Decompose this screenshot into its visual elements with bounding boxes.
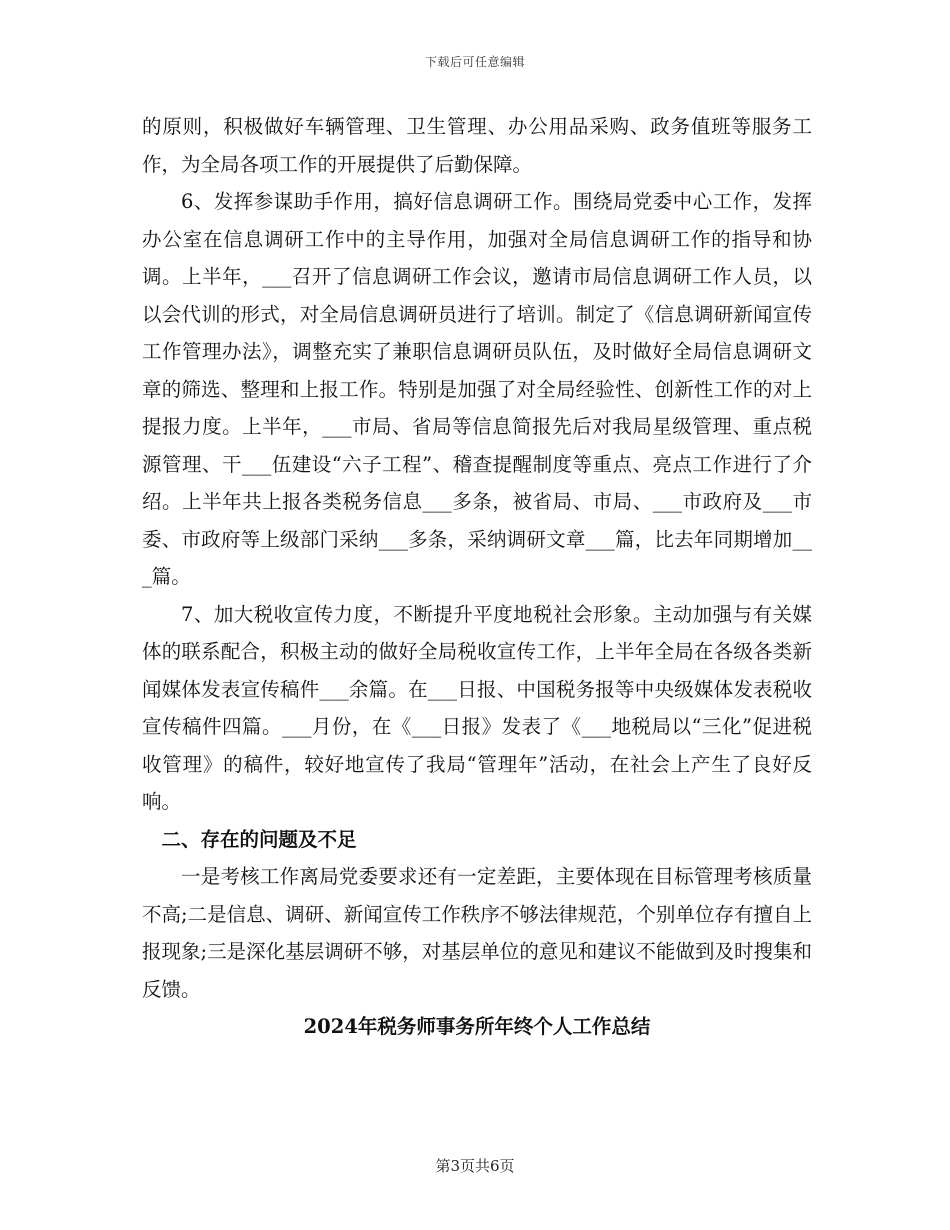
paragraph-item-6: 6、发挥参谋助手作用，搞好信息调研工作。围绕局党委中心工作，发挥办公室在信息调研工作中的主导作用，加强对全局信息调研工作的指导和协调。上半年，___召开了信息调研工作会议，邀请市局信息调研工作人员，以以会代训的形式，对全局信息调研员进行了培训。制定了《信息调研新闻宣传工作管理办法》，调整充实了兼职信息调研员队伍，及时做好全局信息调研文章的筛选、整理和上报工作。特别是加强了对全局经验性、创新性工作的对上提报力度。上半年，___市局、省局等信息简报先后对我局星级管理、重点税源管理、干___伍建设“六子工程”、稽查提醒制度等重点、亮点工作进行了介绍。上半年共上报各类税务信息___多条，被省局、市局、___市政府及___市委、市政府等上级部门采纳___多条，采纳调研文章___篇，比去年同期增加___篇。 bbox=[142, 190, 812, 588]
page-indicator: 第3页共6页 bbox=[435, 1157, 515, 1175]
document-body bbox=[142, 108, 812, 1046]
paragraph-item-7: 7、加大税收宣传力度，不断提升平度地税社会形象。主动加强与有关媒体的联系配合，积极主动的做好全局税收宣传工作，上半年全局在各级各类新闻媒体发表宣传稿件___余篇。在___日报、中国税务报等中央级媒体发表税收宣传稿件四篇。___月份，在《___日报》发表了《___地税局以“三化”促进税收管理》的稿件，较好地宣传了我局“管理年”活动，在社会上产生了良好反响。 bbox=[142, 602, 812, 813]
section-heading: 二、存在的问题及不足 bbox=[161, 827, 357, 851]
next-document-title: 2024年税务师事务所年终个人工作总结 bbox=[303, 1015, 651, 1038]
header-note: 下载后可任意编辑 bbox=[424, 55, 525, 69]
paragraph-continuation: 的原则，积极做好车辆管理、卫生管理、办公用品采购、政务值班等服务工作，为全局各项工作的开展提供了后勤保障。 bbox=[142, 115, 812, 176]
paragraph-issues: 一是考核工作离局党委要求还有一定差距，主要体现在目标管理考核质量不高;二是信息、调研、新闻宣传工作秩序不够法律规范，个别单位存有擅自上报现象;三是深化基层调研不够，对基层单位的意见和建议不能做到及时搜集和反馈。 bbox=[142, 865, 812, 1001]
